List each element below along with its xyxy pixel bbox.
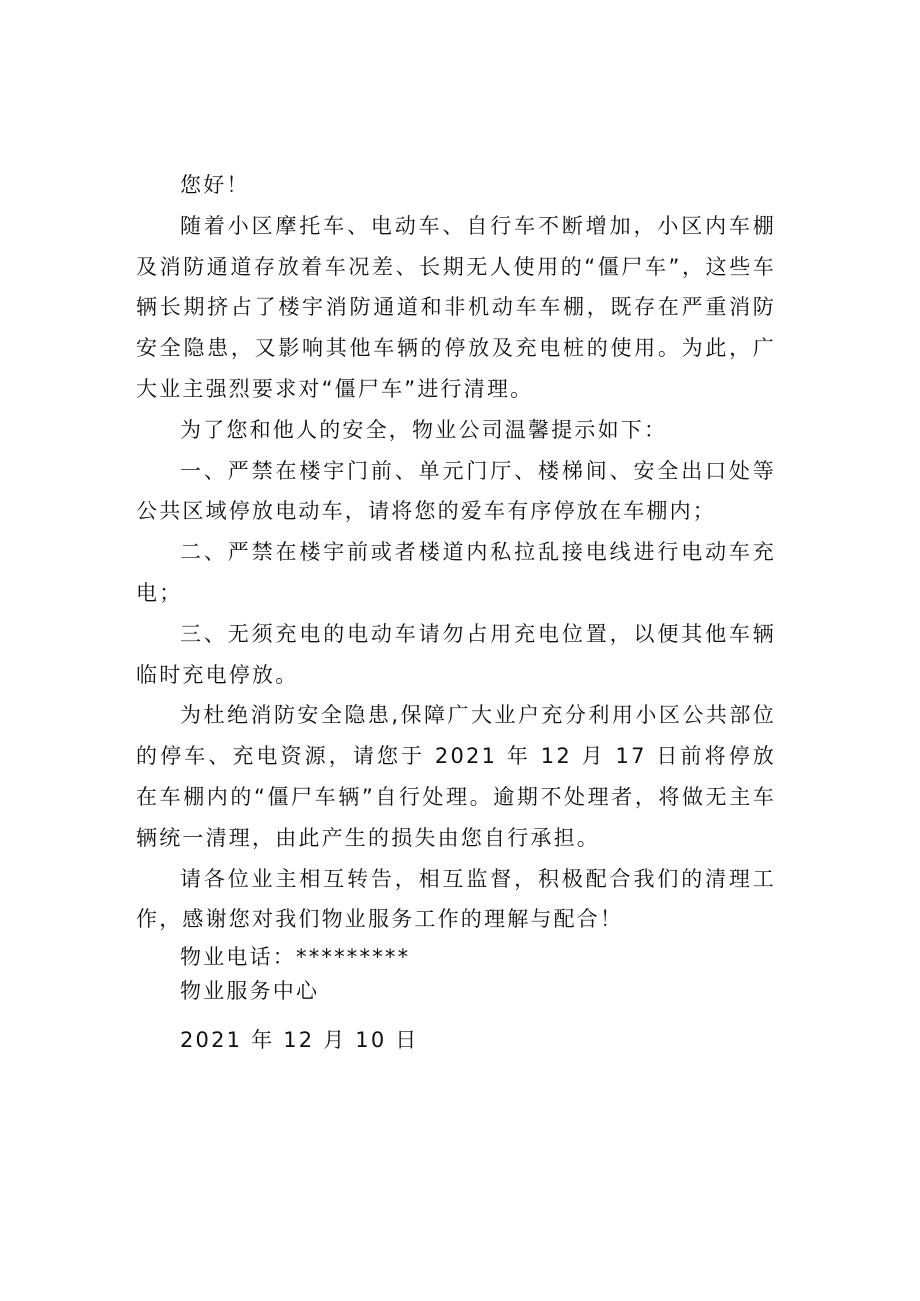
- paragraph-rule-2: 二、严禁在楼宇前或者楼道内私拉乱接电线进行电动车充电；: [136, 540, 776, 605]
- paragraph-rule-3: 三、无须充电的电动车请勿占用充电位置，以便其他车辆临时充电停放。: [136, 621, 776, 687]
- greeting: 您好！: [180, 173, 250, 197]
- property-phone: 物业电话：*********: [180, 945, 411, 970]
- paragraph-tips-lead: 为了您和他人的安全，物业公司温馨提示如下：: [180, 417, 668, 442]
- paragraph-deadline: 为杜绝消防安全隐患,保障广大业户充分利用小区公共部位的停车、充电资源，请您于 2021 年 12 月 17 日前将停放在车棚内的“僵尸车辆”自行处理。逾期不处理者，将做无主车辆统一清理，由此产生的损失由您自行承担。: [136, 703, 776, 850]
- paragraph-intro: 随着小区摩托车、电动车、自行车不断增加，小区内车棚及消防通道存放着车况差、长期无人使用的“僵尸车”，这些车辆长期挤占了楼宇消防通道和非机动车车棚，既存在严重消防安全隐患，又影响其他车辆的停放及充电桩的使用。为此，广大业主强烈要求对“僵尸车”进行清理。: [136, 213, 776, 401]
- issuer-name: 物业服务中心: [180, 979, 320, 1004]
- notice-body: [136, 165, 776, 1060]
- paragraph-closing: 请各位业主相互转告，相互监督，积极配合我们的清理工作，感谢您对我们物业服务工作的理解与配合！: [136, 866, 776, 932]
- issue-date: 2021 年 12 月 10 日: [180, 1028, 419, 1053]
- paragraph-rule-1: 一、严禁在楼宇门前、单元门厅、楼梯间、安全出口处等公共区域停放电动车，请将您的爱车有序停放在车棚内；: [136, 458, 776, 524]
